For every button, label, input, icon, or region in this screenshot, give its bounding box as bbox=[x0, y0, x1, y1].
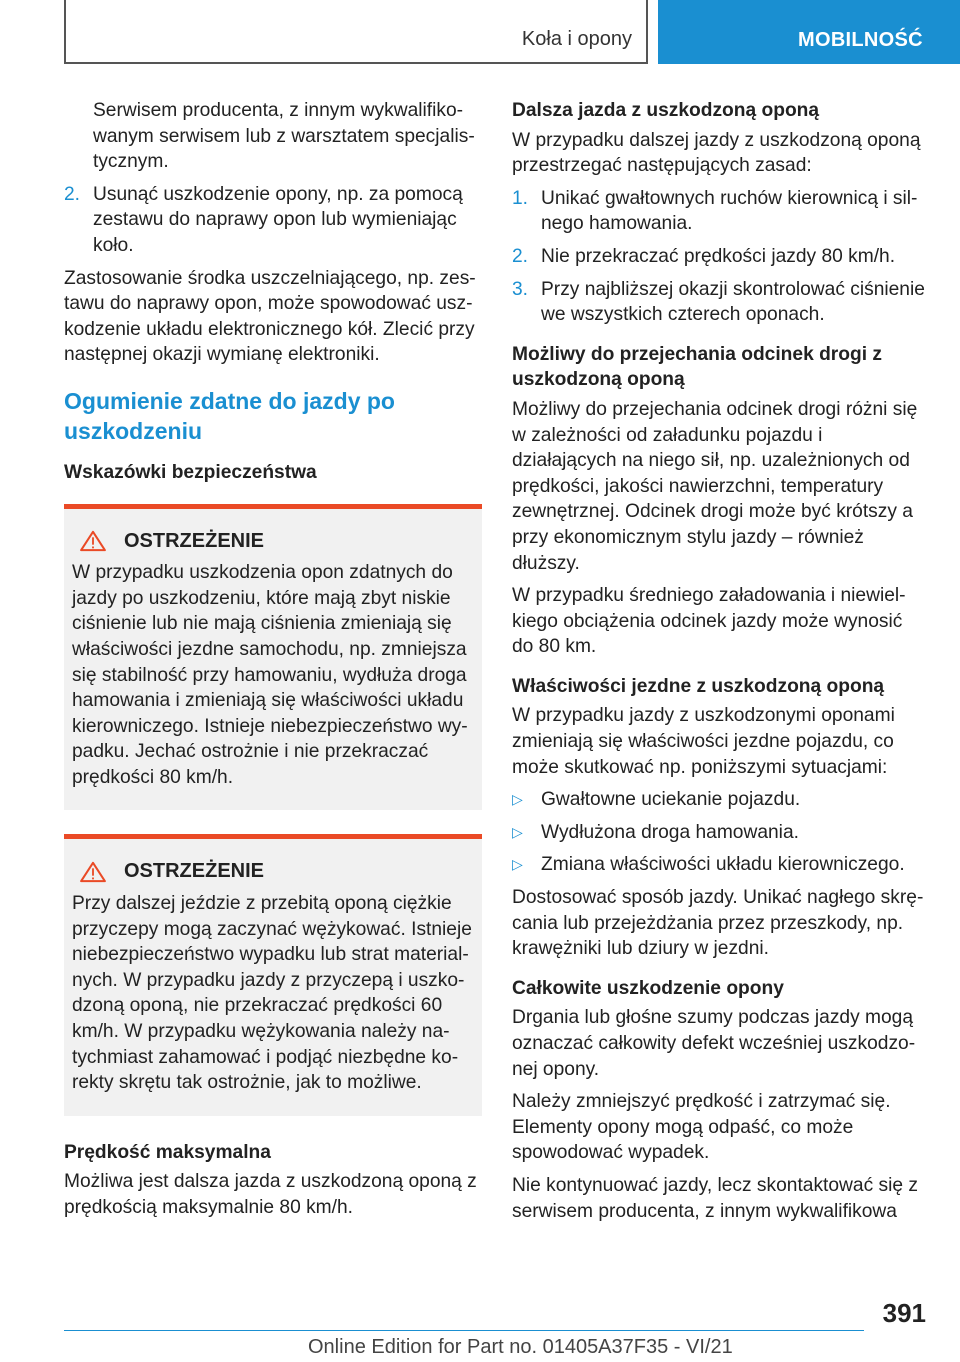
bullet-text: Zmiana właściwości układu kierowniczego. bbox=[541, 854, 905, 876]
rule-text: Nie przekraczać prędkości jazdy 80 km/h. bbox=[541, 245, 896, 267]
rule-item-1 bbox=[512, 186, 926, 237]
total-damage-paragraph-2: Należy zmniejszyć prędkość i zatrzymać się. Elementy opony mogą odpaść, co może spowodować wypadek. bbox=[512, 1091, 891, 1164]
footer-divider bbox=[64, 1330, 864, 1331]
total-damage-paragraph-3: Nie kontynuować jazdy, lecz skontaktować się z serwisem producenta, z innym wykwalifikowa bbox=[512, 1174, 918, 1222]
warning-box-1 bbox=[64, 504, 482, 811]
rule-item-2 bbox=[512, 244, 926, 270]
header-section-box bbox=[64, 0, 648, 64]
step-number: 2. bbox=[64, 183, 81, 205]
rule-number: 2. bbox=[512, 245, 529, 267]
warning-title-row bbox=[72, 859, 472, 885]
range-paragraph-1: Możliwy do przejechania odcinek drogi różni się w zależności od załadunku pojazdu i działających na niego sił, np. uzależnionych od prędkości, jakości nawierzchni, temperatury zewnętrznej. Odcinek drogi może być krótszy a przy ekonomicznym stylu jazdy – również dłuższy. bbox=[512, 398, 918, 574]
warning-text: Przy dalszej jeździe z przebitą oponą ciężkie przyczepy mogą zaczynać wężykować. Istnieje niebezpieczeństwo wypadku lub strat materialnych. W przypadku jazdy z przyczepą i uszkodzoną oponą, nie przekraczać prędkości 60 km/h. W przypadku wężykowania należy natychmiast zahamować i podjąć niezbędne korekty skrętu tak ostrożnie, jak to możliwe. bbox=[72, 893, 472, 1094]
total-damage-heading: Całkowite uszkodzenie opony bbox=[512, 977, 784, 999]
header-section-title: Koła i opony bbox=[521, 28, 632, 50]
bullet-text: Gwałtowne uciekanie pojazdu. bbox=[541, 789, 801, 811]
warning-box-2 bbox=[64, 834, 482, 1115]
warning-triangle-icon bbox=[78, 861, 108, 883]
page-number: 391 bbox=[882, 1298, 926, 1328]
handling-intro: W przypadku jazdy z uszkodzonymi oponami zmieniają się właściwości jezdne pojazdu, co może skutkować np. poniższymi sytuacjami: bbox=[512, 705, 895, 778]
handling-bullet bbox=[512, 852, 926, 878]
warning-title-row bbox=[72, 529, 472, 555]
header-chapter-tab bbox=[658, 0, 960, 64]
footer-edition: Online Edition for Part no. 01405A37F35 - VI/21 bbox=[308, 1336, 733, 1358]
warning-title: OSTRZEŻENIE bbox=[124, 529, 265, 552]
step-item-2 bbox=[64, 182, 482, 259]
handling-after-paragraph: Dostosować sposób jazdy. Unikać nagłego skręcania lub przejeżdżania przez przeszkody, np. krawężniki lub dziury w jezdni. bbox=[512, 887, 924, 960]
safety-heading: Wskazówki bezpieczeństwa bbox=[64, 461, 317, 483]
rule-text: Przy najbliższej okazji skontrolować ciśnienie we wszystkich czterech oponach. bbox=[541, 278, 925, 326]
range-heading: Możliwy do przejechania odcinek drogi z uszkodzoną oponą bbox=[512, 343, 882, 391]
warning-title: OSTRZEŻENIE bbox=[124, 860, 265, 883]
rule-number: 1. bbox=[512, 187, 529, 209]
continued-driving-heading: Dalsza jazda z uszkodzoną oponą bbox=[512, 100, 820, 121]
bullet-triangle-icon: ▷ bbox=[512, 856, 523, 873]
section-title: Ogumienie zdatne do jazdy po uszkodzeniu bbox=[64, 387, 395, 444]
continued-driving-intro: W przypadku dalszej jazdy z uszkodzoną oponą przestrzegać następujących zasad: bbox=[512, 129, 921, 177]
header-chapter-label: MOBILNOŚĆ bbox=[798, 29, 923, 51]
rule-text: Unikać gwałtownych ruchów kierownicą i silnego hamowania. bbox=[541, 187, 918, 235]
continued-paragraph: Serwisem producenta, z innym wykwalifikowanym serwisem lub z warsztatem specjalistycznym. bbox=[93, 100, 475, 173]
warning-triangle-icon bbox=[78, 530, 108, 552]
handling-bullet bbox=[512, 787, 926, 813]
sealant-paragraph: Zastosowanie środka uszczelniającego, np. zestawu do naprawy opon, może spowodować uszkodzenie układu elektronicznego kół. Zlecić przy następnej okazji wymianę elektroniki. bbox=[64, 267, 476, 366]
range-paragraph-2: W przypadku średniego załadowania i niewielkiego obciążenia odcinek jazdy może wynosić do 80 km. bbox=[512, 585, 906, 658]
bullet-triangle-icon: ▷ bbox=[512, 823, 523, 840]
bullet-triangle-icon: ▷ bbox=[512, 791, 523, 808]
max-speed-heading: Prędkość maksymalna bbox=[64, 1141, 271, 1163]
bullet-text: Wydłużona droga hamowania. bbox=[541, 821, 799, 843]
max-speed-paragraph: Możliwa jest dalsza jazda z uszkodzoną oponą z prędkością maksymalnie 80 km/h. bbox=[64, 1171, 477, 1218]
handling-bullet bbox=[512, 820, 926, 846]
rule-number: 3. bbox=[512, 278, 529, 300]
right-column bbox=[512, 98, 926, 1231]
step-text: Usunąć uszkodzenie opony, np. za pomocą zestawu do naprawy opon lub wymieniając koło. bbox=[93, 183, 463, 256]
total-damage-paragraph-1: Drgania lub głośne szumy podczas jazdy mogą oznaczać całkowity defekt wcześniej uszkodzonej opony. bbox=[512, 1007, 916, 1080]
left-column bbox=[64, 98, 482, 1228]
rule-item-3 bbox=[512, 277, 926, 328]
handling-heading: Właściwości jezdne z uszkodzoną oponą bbox=[512, 675, 885, 697]
warning-text: W przypadku uszkodzenia opon zdatnych do jazdy po uszkodzeniu, które mają zbyt niskie ciśnienie lub nie mają ciśnienia zmieniają się właściwości jezdne samochodu, np. zmniejsza się stabilność przy hamowaniu, wydłuża droga hamowania i zmieniają się właściwości układu kierowniczego. Istnieje niebezpieczeństwo wypadku. Jechać ostrożnie i nie przekraczać prędkości 80 km/h. bbox=[72, 562, 468, 788]
